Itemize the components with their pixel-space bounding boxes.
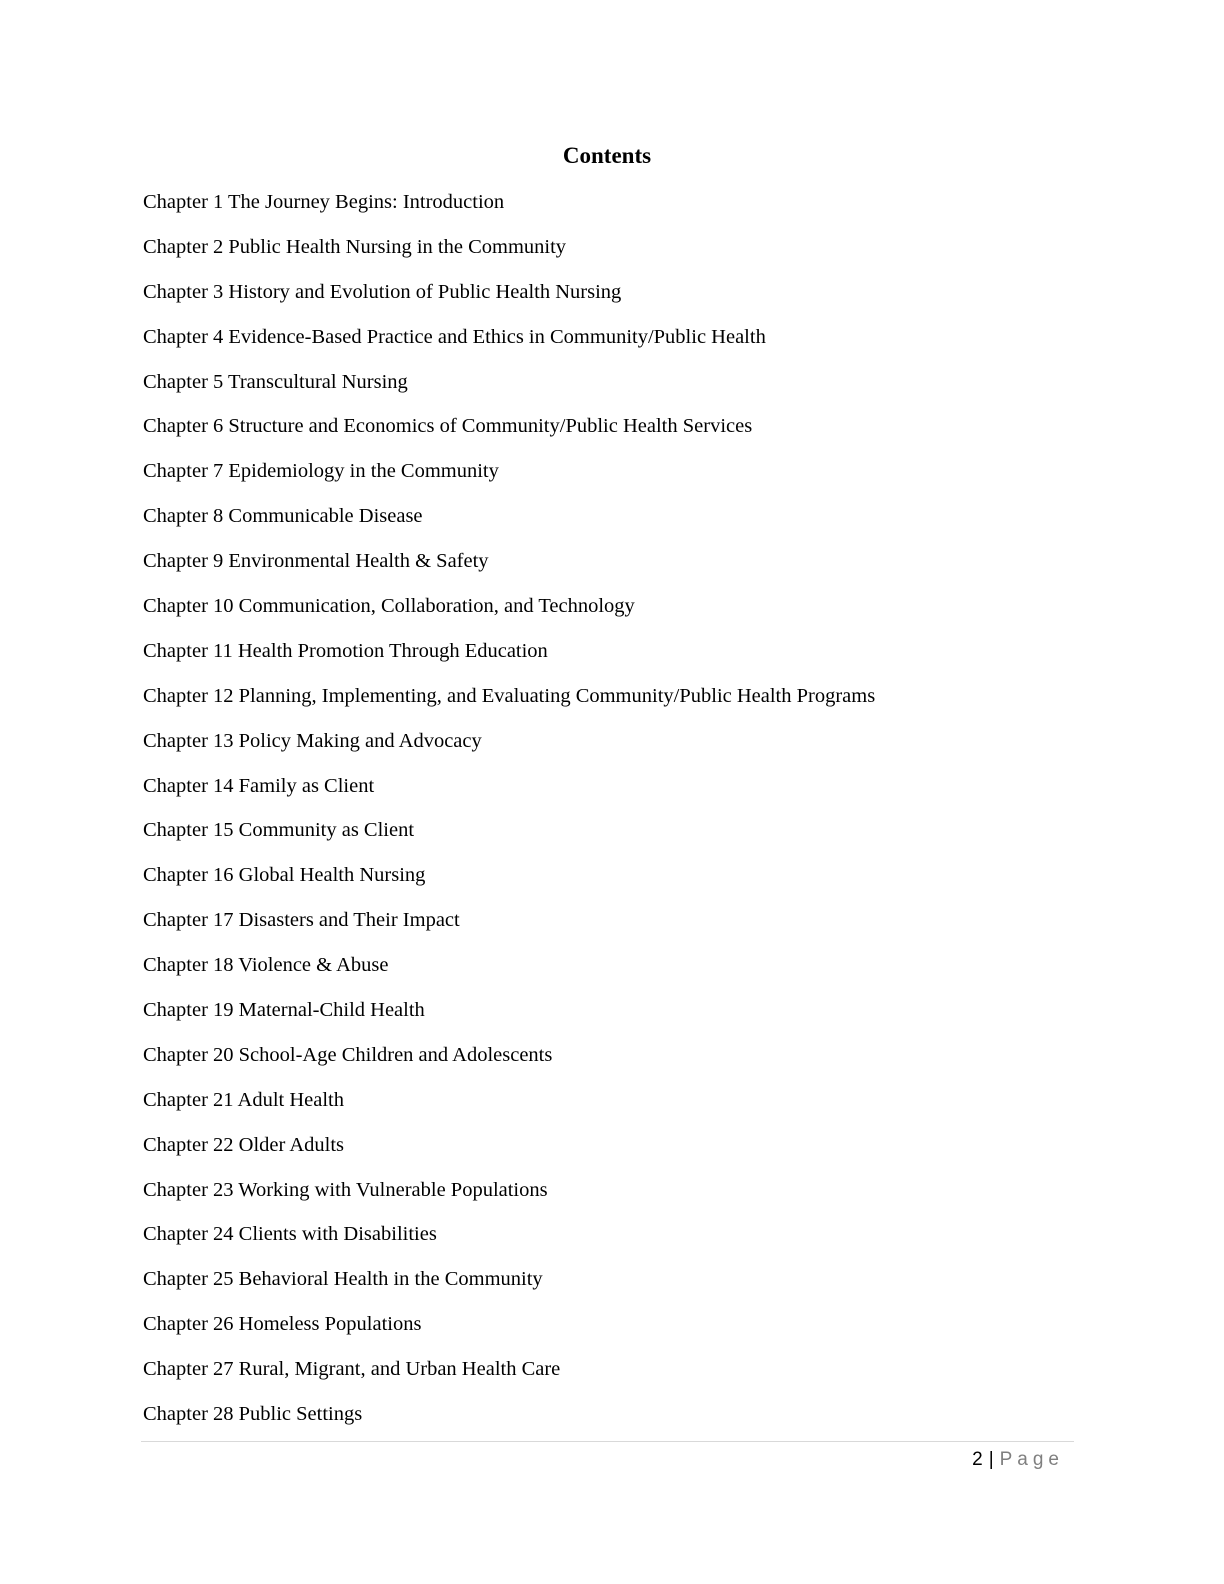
toc-entry: Chapter 9 Environmental Health & Safety (143, 550, 489, 573)
toc-entry: Chapter 15 Community as Client (143, 819, 415, 842)
toc-entry: Chapter 2 Public Health Nursing in the Community (143, 235, 567, 258)
footer-separator: | (988, 1449, 994, 1470)
footer-divider (141, 1441, 1074, 1442)
toc-entry: Chapter 5 Transcultural Nursing (143, 370, 408, 393)
toc-entry: Chapter 25 Behavioral Health in the Community (143, 1268, 543, 1291)
toc-entry: Chapter 10 Communication, Collaboration, and Technology (143, 595, 635, 618)
toc-entry: Chapter 27 Rural, Migrant, and Urban Health Care (143, 1358, 561, 1381)
toc-entry: Chapter 16 Global Health Nursing (143, 864, 426, 887)
toc-entry: Chapter 23 Working with Vulnerable Populations (143, 1178, 548, 1201)
toc-entry: Chapter 13 Policy Making and Advocacy (143, 729, 482, 752)
toc-entry: Chapter 26 Homeless Populations (143, 1313, 422, 1336)
toc-entry: Chapter 28 Public Settings (143, 1403, 363, 1426)
toc-entry: Chapter 6 Structure and Economics of Community/Public Health Services (143, 415, 753, 438)
toc-entry: Chapter 7 Epidemiology in the Community (143, 460, 499, 483)
toc-entry: Chapter 12 Planning, Implementing, and Evaluating Community/Public Health Programs (143, 684, 876, 707)
toc-entry: Chapter 24 Clients with Disabilities (143, 1223, 437, 1246)
toc-entry: Chapter 1 The Journey Begins: Introduction (143, 191, 505, 213)
toc-entry: Chapter 3 History and Evolution of Public Health Nursing (143, 280, 622, 303)
toc-entry: Chapter 21 Adult Health (143, 1088, 344, 1111)
toc-entry: Chapter 18 Violence & Abuse (143, 954, 389, 977)
toc-entry: Chapter 22 Older Adults (143, 1133, 344, 1156)
page-title: Contents (562, 143, 652, 168)
page-footer (972, 1446, 1064, 1474)
page-label: Page (999, 1449, 1064, 1470)
toc-entry: Chapter 19 Maternal-Child Health (143, 999, 425, 1022)
toc-entry: Chapter 8 Communicable Disease (143, 505, 423, 528)
toc-entry: Chapter 4 Evidence-Based Practice and Ethics in Community/Public Health (143, 325, 766, 348)
toc-entry: Chapter 17 Disasters and Their Impact (143, 909, 460, 932)
table-of-contents (143, 186, 875, 1443)
toc-entry: Chapter 14 Family as Client (143, 774, 375, 797)
page-number: 2 (972, 1449, 983, 1470)
toc-entry: Chapter 11 Health Promotion Through Education (143, 639, 548, 662)
toc-entry: Chapter 20 School-Age Children and Adolescents (143, 1043, 553, 1066)
